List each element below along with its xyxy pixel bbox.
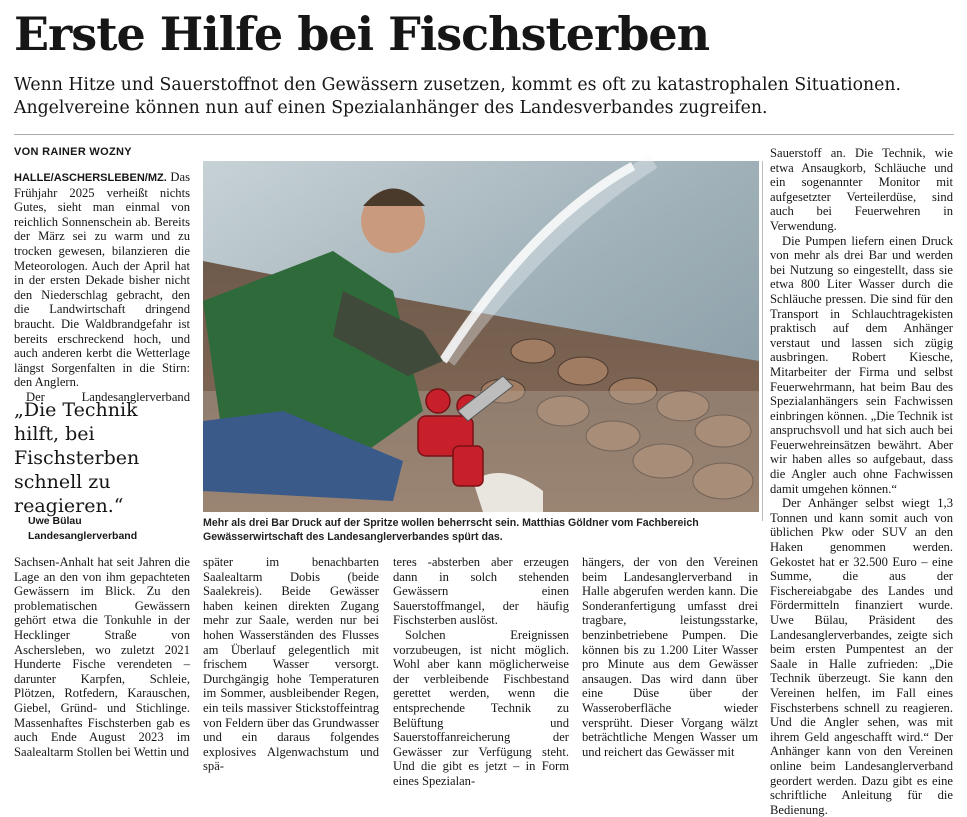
pull-quote: „Die Technik hilft, bei Fischsterben schnell zu reagieren.“ <box>14 399 140 517</box>
bottom-text-3b: Solchen Ereignissen vorzubeugen, ist nicht möglich. Wohl aber kann möglicherweise der verbleibende Fischbestand gerettet werden, wenn die entsprechende Technik zu Belüftung und Sauerstoffanreicherung der Gewässer zur Verfügung steht. Und die gibt es jetzt – in Form eines Spezialan- <box>393 627 569 788</box>
article-standfirst: Wenn Hitze und Sauerstoffnot den Gewässern zusetzen, kommt es oft zu katastrophalen Situationen. Angelvereine können nun auf einen Spezialanhänger des Landesverbandes zugreifen. <box>14 75 901 118</box>
dateline: HALLE/ASCHERSLEBEN/MZ. <box>14 172 167 184</box>
quote-author <box>28 514 137 544</box>
article-headline: Erste Hilfe bei Fischsterben <box>14 7 710 61</box>
quote-author-org: Landesanglerverband <box>28 530 138 542</box>
photo-illustration <box>203 161 759 512</box>
right-column <box>770 146 953 817</box>
bottom-text-2: später im benachbarten Saalealtarm Dobis (beide Saalekreis). Beide Gewässer haben keinen direkten Zugang mehr zur Saale, werden nur bei hohen Wasserständen des Flusses am Überlauf gelegentlich mit frischem Wasser versorgt. Durchgängig hohe Temperaturen im Sommer, ausbleibender Regen, ein teils massiver Stickstoffeintrag von Feldern über das Grundwasser und ein daraus folgendes explosives Algenwachstum und spä- <box>203 555 379 774</box>
bottom-text-1: Sachsen-Anhalt hat seit Jahren die Lage an den von ihm gepachteten Gewässern im Blick. Zu den problematischen Gewässern gehört etwa die Tonkuhle in der Hecklinger Straße von Aschersleben, wo zuletzt 2021 Hunderte Fische verendeten – darunter Karpfen, Schleie, Plötzen, Rotfedern, Karauschen, Giebel, Gründ- und Stichlinge. Massenhaftes Fischsterben gab es auch Ende August 2023 im Saalealtarm Stollen bei Wettin und <box>14 555 190 759</box>
article-photo <box>203 161 759 512</box>
intro-paragraph <box>14 170 190 390</box>
photo-caption: Mehr als drei Bar Druck auf der Spritze wollen beherrscht sein. Matthias Göldner vom Fachbereich Gewässerwirtschaft des Landesanglerverbandes spürt das. <box>203 517 699 543</box>
right-paragraph: Sauerstoff an. Die Technik, wie etwa Ansaugkorb, Schläuche und ein sogenannter Monitor mit aufgesetzter Verteilerdüse, sind auch bei Feuerwehren in Verwendung. <box>770 146 953 233</box>
quote-author-name: Uwe Bülau <box>28 515 82 527</box>
bottom-column-3 <box>393 555 569 788</box>
bottom-text-4: hängers, der von den Vereinen beim Landesanglerverband in Halle abgerufen werden kann. Die Sonderanfertigung umfasst drei tragbare, leistungsstarke, benzinbetriebene Pumpen. Die können bis zu 1.200 Liter Wasser pro Minute aus dem Gewässer ansaugen. Das wird dann über eine Düse über der Wasseroberfläche wieder versprüht. Dieser Vorgang wälzt beträchtliche Mengen Wasser um und reichert das Gewässer mit <box>582 555 758 759</box>
bottom-column-2 <box>203 555 379 774</box>
right-paragraph: Der Anhänger selbst wiegt 1,3 Tonnen und kann somit auch von üblichen Pkw oder SUV an den Haken genommen werden. Gekostet hat er 32.500 Euro – eine Summe, die aus der Fischereiabgabe des Landes und Fördermitteln finanziert wurde. Uwe Bülau, Präsident des Landesanglerverbandes, zeigte sich beim ersten Pumpentest an der Saale in Halle zufrieden: „Die Technik überzeugt. Sie kann den Vereinen helfen, im Fall eines Fischsterbens schnell zu reagieren. Und die Angler sehen, was mit ihrem Geld angeschafft wird.“ Der Anhänger kann von den Vereinen online beim Landesanglerverband geordert werden. Dazu gibt es eine schriftliche Anleitung für die Bedienung. <box>770 496 953 817</box>
byline: VON RAINER WOZNY <box>14 146 132 158</box>
left-column <box>14 170 190 404</box>
divider <box>14 134 954 135</box>
column-rule <box>762 161 763 521</box>
intro-text: Das Frühjahr 2025 verheißt nichts Gutes, sieht man einmal von reichlich Sonnenschein ab. Bereits der März sei zu warm und zu trocken gewesen, bilanzieren die Meteorologen. Auch der April hat in der ersten Dekade bisher nicht den Niederschlag gebracht, den die Landwirtschaft dringend braucht. Die Waldbrandgefahr ist bereits erschreckend hoch, und auch anderen kerbt die Wetterlage längst Sorgenfalten in die Stirn: den Anglern. <box>14 170 190 390</box>
intro-tail: Der Landesanglerverband <box>26 389 190 404</box>
bottom-column-1 <box>14 555 190 759</box>
bottom-text-3a: teres -absterben aber erzeugen dann in solch stehenden Gewässern einen Sauerstoffmangel, der häufig Fischsterben auslöst. <box>393 555 569 628</box>
bottom-column-4 <box>582 555 758 759</box>
right-paragraph: Die Pumpen liefern einen Druck von mehr als drei Bar und werden bei Nutzung so eingestellt, dass sie etwa 800 Liter Wasser durch die Schläuche pressen. Die sind für den Transport in Schlauchtragekisten praktisch auf dem Anhänger verstaut und lassen sich zügig ausbringen. Robert Kiesche, Mitarbeiter der Firma und selbst Feuerwehrmann, hat beim Bau des Spezialanhängers sein Fachwissen einbringen können. „Die Technik ist anspruchsvoll und hat sich auch bei Feuerwehreinsätzen bewährt. Aber wir haben alles so aufgebaut, dass die Angler auch ohne Fachwissen damit umgehen können.“ <box>770 233 953 496</box>
